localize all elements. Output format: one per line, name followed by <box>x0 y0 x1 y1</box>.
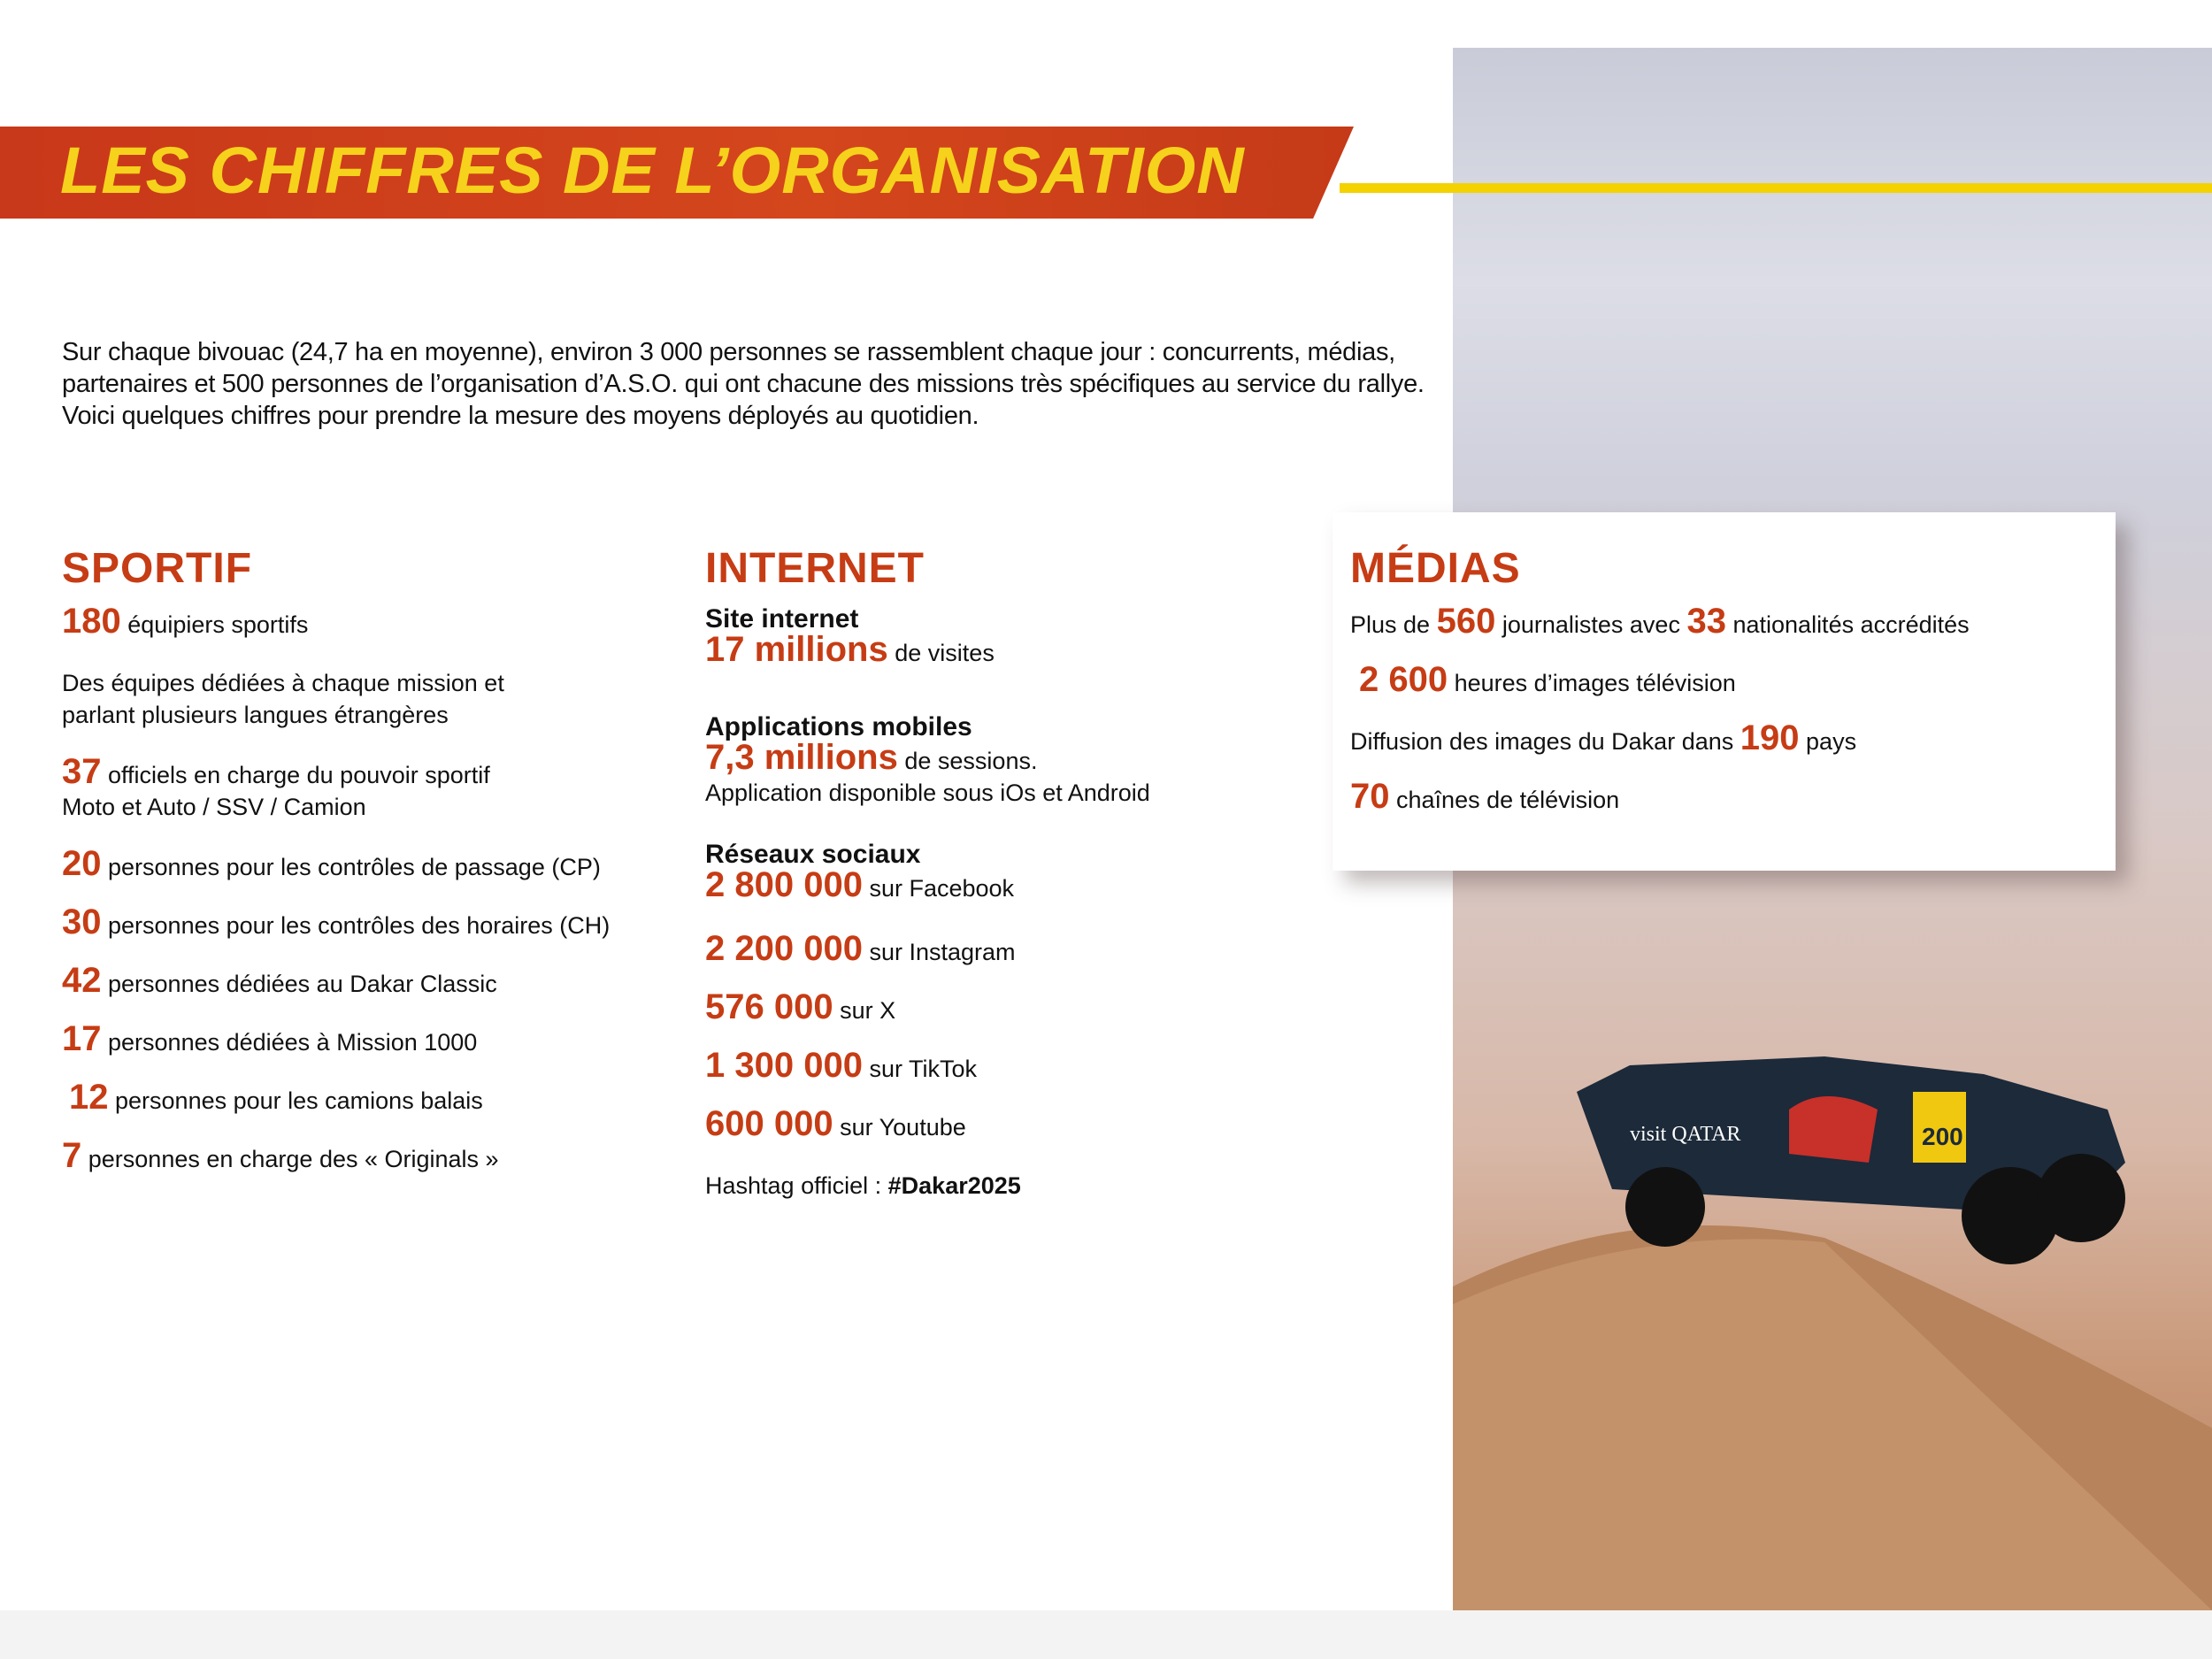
medias-column <box>1350 544 1970 816</box>
rally-car <box>1577 1056 2125 1264</box>
internet-heading: INTERNET <box>705 545 925 592</box>
stat-item: 20 personnes pour les contrôles de passage (CP) <box>62 844 601 883</box>
page-title: LES CHIFFRES DE L’ORGANISATION <box>60 134 1245 207</box>
car-sponsor-text: visit QATAR <box>1630 1123 1741 1146</box>
stat-item: 2 600 heures d’images télévision <box>1359 660 1736 699</box>
social-label: Réseaux sociaux <box>705 840 921 869</box>
stat-item: 12 personnes pour les camions balais <box>69 1078 483 1117</box>
stat-item: 180 équipiers sportifs <box>62 602 309 641</box>
sportif-column <box>62 544 610 1175</box>
social-stat: 600 000 sur Youtube <box>705 1104 966 1143</box>
stat-item: Des équipes dédiées à chaque mission et parlant plusieurs langues étrangères <box>62 670 504 728</box>
sportif-heading: SPORTIF <box>62 545 253 592</box>
footer-band <box>0 1610 2212 1659</box>
social-stat: 576 000 sur X <box>705 987 896 1026</box>
site-stat: 17 millions de visites <box>705 630 995 669</box>
apps-note: Application disponible sous iOs et Android <box>705 780 1150 806</box>
social-stat: 1 300 000 sur TikTok <box>705 1046 977 1085</box>
apps-label: Applications mobiles <box>705 712 972 741</box>
hashtag: Hashtag officiel : #Dakar2025 <box>705 1172 1021 1199</box>
stat-item: 37 officiels en charge du pouvoir sportif Moto et Auto / SSV / Camion <box>62 752 490 820</box>
stat-item: 30 personnes pour les contrôles des horaires (CH) <box>62 902 611 941</box>
stat-item: 70 chaînes de télévision <box>1350 777 1620 816</box>
stat-item: 7 personnes en charge des « Originals » <box>62 1136 499 1175</box>
stat-item: Plus de 560 journalistes avec 33 nationalités accrédités <box>1350 602 1970 641</box>
apps-stat: 7,3 millions de sessions. <box>705 738 1038 777</box>
intro-paragraph: Sur chaque bivouac (24,7 ha en moyenne), environ 3 000 personnes se rassemblent chaque jour : concurrents, médias, partenaires et 500 personnes de l’organisation d’A.S.O. qui ont chacune des missions très spécifiques au service du rallye. Voici quelques chiffres pour prendre la mesure des moyens déployés au quotidien. <box>62 338 1425 430</box>
site-label: Site internet <box>705 604 859 634</box>
medias-heading: MÉDIAS <box>1350 545 1521 592</box>
social-stat: 2 200 000 sur Instagram <box>705 929 1016 968</box>
stat-item: 42 personnes dédiées au Dakar Classic <box>62 961 497 1000</box>
internet-column <box>705 544 1150 1202</box>
stat-item: Diffusion des images du Dakar dans 190 pays <box>1350 718 1857 757</box>
title-divider <box>1340 183 2212 193</box>
car-number: 200 <box>1922 1123 1963 1150</box>
social-stat: 2 800 000 sur Facebook <box>705 865 1015 904</box>
stat-item: 17 personnes dédiées à Mission 1000 <box>62 1019 478 1058</box>
